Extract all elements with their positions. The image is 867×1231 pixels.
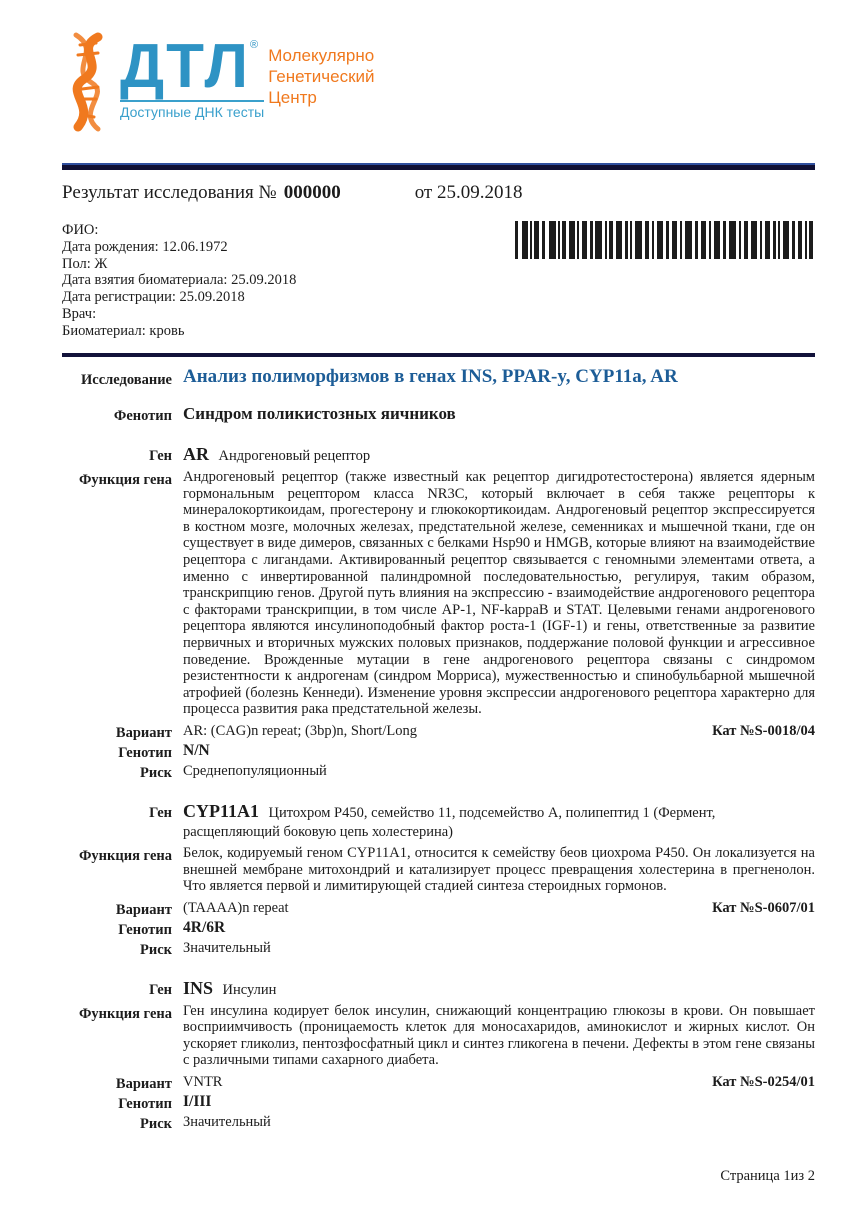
gene-function-text: Белок, кодируемый геном CYP11A1, относится к семейству беов циохрома P450. Он локализуется на внешней мембране митохондрий и катализирует процесс превращения холестерина в прегненолон. Что является первой и лимитирующей стадией синтеза стероидных гормонов. [183, 844, 815, 895]
genotype-value: N/N [183, 741, 210, 759]
report-body [62, 366, 815, 1133]
study-row [62, 366, 815, 389]
patient-registration-date: Дата регистрации: 25.09.2018 [62, 289, 245, 306]
gene-function-label: Функция гена [78, 472, 172, 488]
genotype-row [62, 742, 815, 762]
catalog-number: Кат №S-0607/01 [712, 899, 815, 916]
risk-label: Риск [139, 1116, 172, 1133]
gene-label: Ген [149, 448, 172, 464]
variant-label: Вариант [115, 901, 172, 918]
patient-biomaterial: Биоматериал: кровь [62, 322, 185, 339]
study-label: Исследование [81, 372, 172, 388]
variant-value: VNTR [183, 1074, 223, 1091]
result-label: Результат исследования № [62, 182, 277, 203]
gene-description: Андрогеновый рецептор [218, 448, 371, 464]
patient-info [62, 222, 296, 340]
gene-section-cyp11a1 [62, 802, 815, 959]
gene-function-label: Функция гена [78, 847, 172, 864]
phenotype-value: Синдром поликистозных яичников [183, 404, 456, 423]
risk-label: Риск [139, 941, 172, 958]
logo-center-name [268, 45, 374, 133]
logo-center-line: Центр [268, 88, 317, 107]
report-page [62, 0, 815, 1231]
divider-bar-mid [62, 353, 815, 357]
gene-section-ar [62, 445, 815, 782]
variant-row [62, 722, 815, 742]
logo-brand-text: ДТЛ [120, 32, 250, 101]
patient-sex: Пол: Ж [62, 255, 108, 272]
result-date: от 25.09.2018 [414, 182, 523, 203]
risk-value: Среднепопуляционный [183, 762, 327, 779]
patient-birthdate: Дата рождения: 12.06.1972 [62, 238, 228, 255]
study-title: Анализ полиморфизмов в генах INS, PPAR-y, CYP11a, AR [183, 366, 678, 387]
gene-name: INS [183, 977, 218, 998]
phenotype-label: Фенотип [113, 408, 172, 424]
risk-value: Значительный [183, 1114, 271, 1131]
gene-row [62, 445, 815, 466]
gene-label: Ген [149, 804, 172, 821]
genotype-value: 4R/6R [183, 918, 226, 936]
divider-bar-top [62, 163, 815, 170]
result-header [62, 182, 523, 204]
gene-function-text: Ген инсулина кодирует белок инсулин, снижающий концентрацию глюкозы в крови. Он повышает восприимчивость (проницаемость клеток для моносахаридов, аминокислот и жирных кислот. Он ускоряет гликолиз, пентозфосфатный цикл и синтез гликогена в печени. Дефекты в этом гене связаны с различными типами сахарного диабета. [183, 1002, 815, 1069]
catalog-number: Кат №S-0018/04 [712, 722, 815, 739]
barcode [515, 221, 813, 259]
risk-row [62, 1113, 815, 1133]
gene-function-row [62, 1003, 815, 1069]
risk-value: Значительный [183, 939, 271, 956]
risk-row [62, 939, 815, 959]
risk-row [62, 762, 815, 782]
registered-trademark: ® [250, 39, 259, 51]
genotype-label: Генотип [118, 1096, 172, 1113]
gene-function-row [62, 845, 815, 895]
genotype-value: I/III [183, 1093, 212, 1111]
gene-description: Цитохром P450, семейство 11, подсемейство A, полипептид 1 (Фермент, расщепляющий боковую цепь холестерина) [183, 804, 716, 840]
genotype-row [62, 919, 815, 939]
page-number: Страница 1из 2 [720, 1168, 815, 1184]
gene-section-ins [62, 979, 815, 1133]
result-number: 000000 [283, 182, 341, 203]
dna-helix-icon [62, 31, 114, 133]
patient-fio: ФИО: [62, 222, 99, 238]
patient-sample-date: Дата взятия биоматериала: 25.09.2018 [62, 272, 297, 289]
gene-label: Ген [149, 981, 172, 998]
gene-name: CYP11A1 [183, 800, 264, 821]
gene-row [62, 979, 815, 1000]
catalog-number: Кат №S-0254/01 [712, 1074, 815, 1091]
logo [62, 32, 375, 133]
variant-label: Вариант [115, 724, 172, 741]
gene-description: Инсулин [222, 981, 277, 998]
logo-subtitle: Доступные ДНК тесты [120, 100, 264, 120]
variant-row [62, 899, 815, 919]
genotype-row [62, 1093, 815, 1113]
gene-function-label: Функция гена [78, 1005, 172, 1022]
gene-function-text: Андрогеновый рецептор (также известный как рецептор дигидротестостерона) является ядерным гормональным рецептором класса NR3C, который включает в себя также рецепторы к минералокортикоидам, прогестерону и глюкокортикоидам. Андрогеновый рецептор экспрессируется в костном мозге, молочных железах, предстательной железе, семенниках и мышечной ткани, где он существует в виде димеров, связанных с белками Hsp90 и HMGB, которые влияют на взаимодействие рецептора с лигандами. Активированный рецептор связывается с геномными элементами ответа, а именно с инвертированной палиндромной последовательностью, регулируя, таким образом, транскрипцию генов. Другой путь влияния на экспрессию - взаимодействие андрогенового рецептора с факторами транскрипции, в том числе AP-1, NF-kappaB и STAT. Целевыми генами андрогенового рецептора являются инсулиноподобный фактор роста-1 (IGF-1) и гены, ответственные за развитие первичных и вторичных мужских половых признаков, поддержание половой функции и агрессивное поведение. Врожденные мутации в гене андрогенового рецептора связаны с синдромом резистентности к андрогенам (синдром Морриса), мужественностью и спинобульбарной мышечной атрофией (болезнь Кеннеди). Изменение уровня экспрессии андрогенового рецептора характерно для процесса развития рака предстательной железы. [183, 469, 815, 718]
genotype-label: Генотип [118, 744, 172, 761]
phenotype-row [62, 405, 815, 425]
gene-function-row [62, 469, 815, 718]
variant-row [62, 1073, 815, 1093]
logo-center-line: Молекулярно [268, 46, 375, 65]
risk-label: Риск [139, 764, 172, 781]
variant-value: (TAAAA)n repeat [183, 899, 289, 916]
variant-value: AR: (CAG)n repeat; (3bp)n, Short/Long [183, 722, 417, 739]
patient-doctor: Врач: [62, 305, 97, 322]
variant-label: Вариант [115, 1076, 172, 1093]
genotype-label: Генотип [118, 921, 172, 938]
gene-name: AR [183, 444, 214, 464]
gene-row [62, 802, 815, 842]
logo-center-line: Генетический [268, 67, 375, 86]
